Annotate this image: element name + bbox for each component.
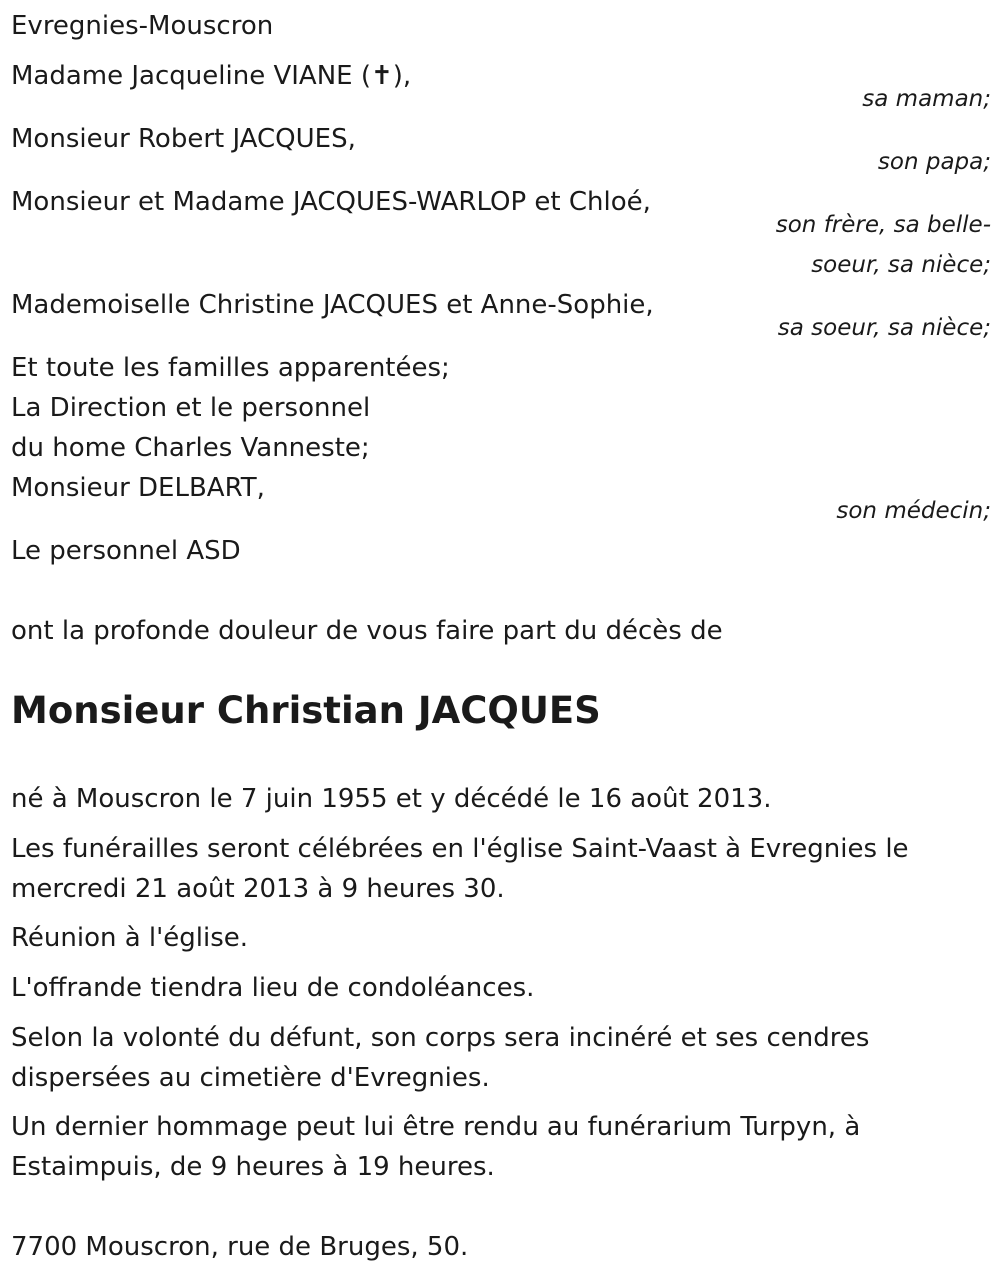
relation-doctor: son médecin; [836, 498, 991, 524]
announcement: ont la profonde douleur de vous faire part du décès de [11, 616, 723, 646]
address: 7700 Mouscron, rue de Bruges, 50. [11, 1232, 469, 1262]
personnel-asd: Le personnel ASD [11, 536, 241, 566]
birth-death: né à Mouscron le 7 juin 1955 et y décédé le 16 août 2013. [11, 784, 772, 814]
other-line-families: Et toute les familles apparentées; [11, 353, 450, 383]
relation-sister: sa soeur, sa nièce; [777, 315, 991, 341]
tribute-line-2: Estaimpuis, de 9 heures à 19 heures. [11, 1152, 495, 1182]
other-line-home: du home Charles Vanneste; [11, 433, 370, 463]
funeral-line-2: mercredi 21 août 2013 à 9 heures 30. [11, 874, 505, 904]
family-member-mother: Madame Jacqueline VIANE (✝), [11, 61, 412, 91]
funeral-line-1: Les funérailles seront célébrées en l'église Saint-Vaast à Evregnies le [11, 834, 909, 864]
relation-mother: sa maman; [862, 86, 991, 112]
family-member-father: Monsieur Robert JACQUES, [11, 124, 356, 154]
wish-line-1: Selon la volonté du défunt, son corps sera incinéré et ses cendres [11, 1023, 870, 1053]
other-line-doctor: Monsieur DELBART, [11, 473, 265, 503]
family-member-sister: Mademoiselle Christine JACQUES et Anne-Sophie, [11, 290, 654, 320]
deceased-name: Monsieur Christian JACQUES [11, 689, 601, 732]
wish-line-2: dispersées au cimetière d'Evregnies. [11, 1063, 490, 1093]
meeting: Réunion à l'église. [11, 923, 249, 953]
family-member-brother: Monsieur et Madame JACQUES-WARLOP et Chloé, [11, 187, 651, 217]
offering: L'offrande tiendra lieu de condoléances. [11, 973, 535, 1003]
other-line-direction: La Direction et le personnel [11, 393, 371, 423]
tribute-line-1: Un dernier hommage peut lui être rendu au funérarium Turpyn, à [11, 1112, 861, 1142]
location: Evregnies-Mouscron [11, 11, 274, 41]
relation-brother-line-2: soeur, sa nièce; [811, 252, 991, 278]
relation-brother-line-1: son frère, sa belle- [775, 212, 991, 238]
relation-father: son papa; [877, 149, 991, 175]
